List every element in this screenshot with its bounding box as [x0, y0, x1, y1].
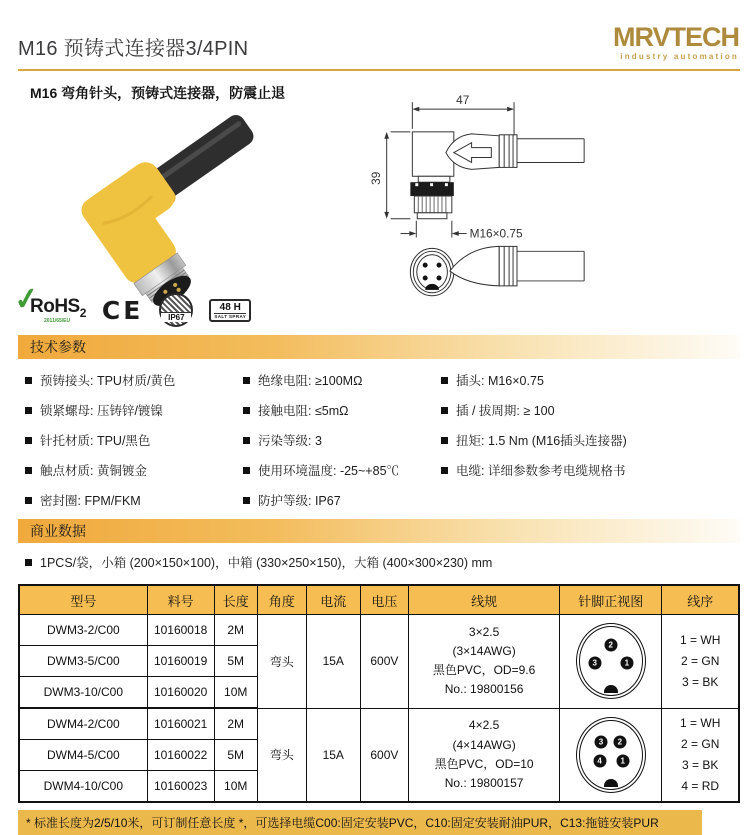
brand-logo-text: MRVTECH	[612, 22, 739, 52]
ce-mark-icon: CE	[101, 295, 144, 325]
keying-notch	[604, 779, 618, 787]
param-item: 绝缘电阻: ≥100MΩ	[243, 374, 441, 389]
bullet-icon	[441, 407, 448, 414]
packaging-note: 1PCS/袋，小箱 (200×150×100)，中箱 (330×250×150)，大箱 (400×300×230) mm	[25, 556, 755, 571]
rohs-directive: 2011/65/EU	[44, 317, 71, 324]
col-seq: 线序	[662, 585, 739, 615]
section-header-commercial: 商业数据	[18, 519, 740, 543]
cell-model: DWM3-5/C00	[19, 646, 147, 677]
pin-3: 3	[588, 656, 601, 669]
cell-model: DWM4-2/C00	[19, 708, 147, 740]
param-item: 针托材质: TPU/黑色	[25, 434, 243, 449]
col-wire: 线规	[408, 585, 559, 615]
dim-width-label: 47	[456, 93, 470, 108]
col-part: 料号	[147, 585, 214, 615]
cell-pin-view	[560, 615, 662, 709]
brand-logo	[613, 24, 739, 61]
pin-3: 3	[594, 735, 607, 748]
keying-notch	[604, 685, 618, 693]
col-model: 型号	[19, 585, 147, 615]
col-length: 长度	[214, 585, 257, 615]
bullet-icon	[441, 437, 448, 444]
param-item: 污染等级: 3	[243, 434, 441, 449]
param-item: 使用环境温度: -25~+85℃	[243, 464, 441, 479]
order-table-wrap	[18, 584, 755, 803]
footnote: * 标准长度为2/5/10米，可订制任意长度 *，可选择电缆C00:固定安装PVC，C10:固定安装耐油PUR，C13:拖链安装PUR	[18, 810, 702, 835]
cell-current: 15A	[306, 615, 360, 709]
cell-voltage: 600V	[360, 615, 408, 709]
rohs-check-icon: ✓	[11, 281, 42, 318]
brand-tagline: industry automation	[620, 52, 739, 61]
tech-params-col1	[25, 374, 243, 509]
bullet-icon	[25, 559, 32, 566]
ip67-label: IP67	[161, 312, 191, 322]
param-item: 锁紧螺母: 压铸锌/镀镍	[25, 404, 243, 419]
cell-pin-view	[560, 708, 662, 802]
product-subtitle: M16 弯角针头，预铸式连接器，防震止退	[30, 85, 286, 101]
tech-params-col3	[441, 374, 747, 509]
thread-label: M16×0.75	[469, 226, 523, 241]
table-row	[19, 615, 739, 646]
tech-params-col2	[243, 374, 441, 509]
cell-length: 5M	[214, 646, 257, 677]
cell-part: 10160021	[147, 708, 214, 740]
product-photo	[40, 109, 290, 297]
table-header-row	[19, 585, 739, 615]
order-table	[18, 584, 740, 803]
rohs-number: 2	[79, 305, 86, 320]
cell-model: DWM4-10/C00	[19, 771, 147, 803]
col-pinview: 针脚正视图	[560, 585, 662, 615]
table-row	[19, 708, 739, 740]
pin-2: 2	[613, 735, 626, 748]
header	[0, 0, 755, 67]
param-item: 密封圈: FPM/FKM	[25, 494, 243, 509]
cell-wire-spec: 3×2.5 (3×14AWG) 黑色PVC，OD=9.6 No.: 19800156	[408, 615, 559, 709]
cell-part: 10160022	[147, 740, 214, 771]
cell-model: DWM3-10/C00	[19, 677, 147, 709]
section-header-tech: 技术参数	[18, 335, 740, 359]
cell-angle: 弯头	[257, 708, 306, 802]
param-item: 电缆: 详细参数参考电缆规格书	[441, 464, 747, 479]
ip67-badge-icon	[159, 293, 193, 327]
bullet-icon	[441, 467, 448, 474]
bullet-icon	[25, 437, 32, 444]
tech-params	[0, 359, 755, 513]
dim-height-label: 39	[368, 171, 383, 185]
param-item: 防护等级: IP67	[243, 494, 441, 509]
bullet-icon	[25, 377, 32, 384]
col-angle: 角度	[257, 585, 306, 615]
rohs-label: RoHS	[30, 296, 80, 318]
pin-1: 1	[616, 754, 629, 767]
salt-hours: 48 H	[214, 302, 246, 314]
cell-length: 10M	[214, 677, 257, 709]
pin-1: 1	[620, 656, 633, 669]
cell-wire-seq: 1 = WH 2 = GN 3 = BK	[662, 615, 739, 709]
pin-diagram-3pin	[576, 623, 646, 699]
rohs-logo	[11, 281, 86, 324]
cell-voltage: 600V	[360, 708, 408, 802]
param-item: 接触电阻: ≤5mΩ	[243, 404, 441, 419]
bullet-icon	[243, 467, 250, 474]
salt-spray-badge-icon	[209, 299, 251, 322]
gold-divider	[18, 69, 740, 71]
param-item: 触点材质: 黄铜镀金	[25, 464, 243, 479]
bullet-icon	[243, 407, 250, 414]
bullet-icon	[243, 437, 250, 444]
param-item: 预铸接头: TPU材质/黄色	[25, 374, 243, 389]
pin-4: 4	[593, 754, 606, 767]
bullet-icon	[25, 497, 32, 504]
cell-part: 10160019	[147, 646, 214, 677]
cell-wire-spec: 4×2.5 (4×14AWG) 黑色PVC，OD=10 No.: 19800157	[408, 708, 559, 802]
cell-part: 10160023	[147, 771, 214, 803]
bullet-icon	[25, 407, 32, 414]
cell-length: 10M	[214, 771, 257, 803]
bullet-icon	[243, 497, 250, 504]
pin-diagram-4pin	[576, 717, 646, 793]
pin-2: 2	[604, 639, 617, 652]
cell-part: 10160018	[147, 615, 214, 646]
col-voltage: 电压	[360, 585, 408, 615]
bullet-icon	[441, 377, 448, 384]
salt-label: SALT SPRAY	[214, 313, 247, 319]
bullet-icon	[243, 377, 250, 384]
param-item: 插 / 拔周期: ≥ 100	[441, 404, 747, 419]
cell-model: DWM3-2/C00	[19, 615, 147, 646]
col-current: 电流	[306, 585, 360, 615]
cell-current: 15A	[306, 708, 360, 802]
cell-wire-seq: 1 = WH 2 = GN 3 = BK 4 = RD	[662, 708, 739, 802]
cell-length: 2M	[214, 708, 257, 740]
cell-part: 10160020	[147, 677, 214, 709]
param-item: 插头: M16×0.75	[441, 374, 747, 389]
cell-model: DWM4-5/C00	[19, 740, 147, 771]
cell-angle: 弯头	[257, 615, 306, 709]
technical-drawing	[361, 89, 751, 307]
bullet-icon	[25, 467, 32, 474]
cell-length: 5M	[214, 740, 257, 771]
page-title: M16 预铸式连接器3/4PIN	[18, 38, 249, 60]
param-item: 扭矩: 1.5 Nm (M16插头连接器)	[441, 434, 747, 449]
cell-length: 2M	[214, 615, 257, 646]
